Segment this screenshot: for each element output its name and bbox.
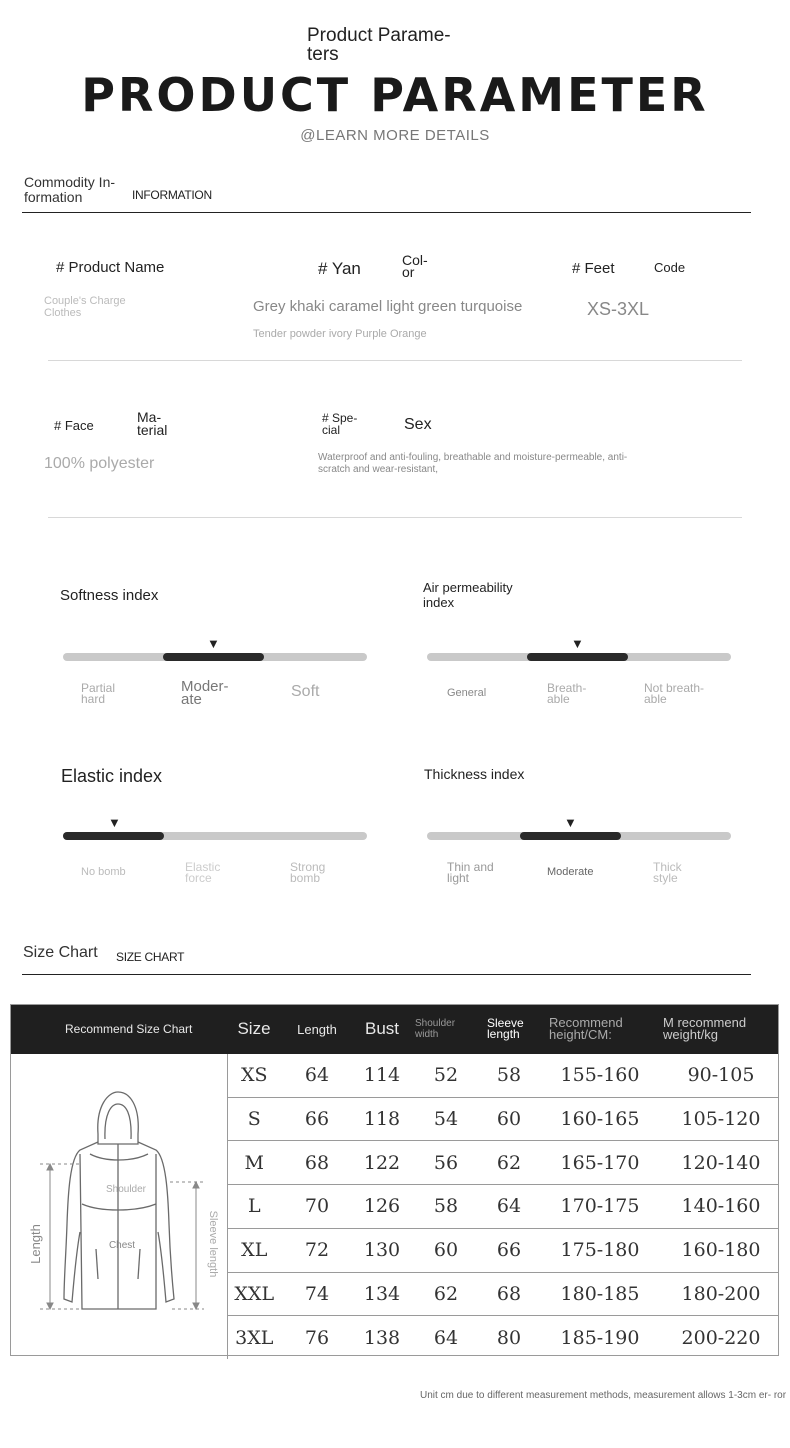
product-name-value: Couple's Charge Clothes <box>44 295 126 319</box>
elastic-index-title: Elastic index <box>61 766 163 786</box>
cell-height: 175-180 <box>537 1228 663 1272</box>
elastic-tick-2: Strong bomb <box>290 860 326 885</box>
cell-shoulder: 62 <box>411 1272 481 1316</box>
thickness-tick-2: Thick style <box>653 860 682 885</box>
jacket-diagram-icon <box>10 1054 227 1354</box>
header-small-title: Product Parame- ters <box>307 25 451 65</box>
cell-shoulder: 60 <box>411 1228 481 1272</box>
cell-shoulder: 54 <box>411 1097 481 1141</box>
cell-size: XXL <box>227 1272 281 1316</box>
cell-length: 68 <box>281 1141 353 1185</box>
cell-height: 155-160 <box>537 1054 663 1097</box>
cell-shoulder: 64 <box>433 1326 459 1349</box>
code-value: XS-3XL <box>587 299 650 319</box>
softness-tick-0: Partial hard <box>81 681 116 706</box>
thickness-tick-1: Moderate <box>547 866 594 878</box>
cell-length: 64 <box>281 1054 353 1097</box>
cell-weight: 180-200 <box>663 1272 779 1316</box>
cell-weight: 200-220 <box>681 1326 761 1349</box>
softness-tick-2: Soft <box>291 683 320 700</box>
code-label: # Feet <box>572 260 615 277</box>
code-label-b: Code <box>654 260 686 275</box>
cell-length: 74 <box>281 1272 353 1316</box>
size-table <box>10 1004 779 1359</box>
product-name-label: # Product Name <box>56 259 165 276</box>
commodity-rule <box>22 212 751 213</box>
header-recommend-weight: M recommend weight/kg <box>663 1004 779 1054</box>
thickness-index-title: Thickness index <box>424 766 525 782</box>
color-value-2: Tender powder ivory Purple Orange <box>253 328 427 340</box>
header-shoulder-width: Shoulder width <box>411 1004 481 1054</box>
softness-fill <box>163 653 264 661</box>
air-tick-2: Not breath- able <box>644 681 705 706</box>
size-chart-heading: Size Chart <box>23 944 98 961</box>
cell-shoulder: 56 <box>411 1141 481 1185</box>
diagram-sleeve-label: Sleeve length <box>207 1210 219 1278</box>
header-sleeve-length: Sleeve length <box>481 1004 537 1054</box>
air-tick-1: Breath- able <box>547 681 587 706</box>
color-label: # Yan <box>318 259 361 278</box>
page-subtitle: @LEARN MORE DETAILS <box>300 127 490 144</box>
cell-bust: 122 <box>353 1141 411 1185</box>
thickness-fill <box>520 832 621 840</box>
cell-shoulder: 58 <box>411 1185 481 1229</box>
special-value: Waterproof and anti-fouling, breathable and moisture-permeable, anti-scratch and wear-resistant, <box>318 452 628 475</box>
cell-size: S <box>227 1097 281 1141</box>
cell-weight: 90-105 <box>663 1054 779 1097</box>
cell-height: 180-185 <box>537 1272 663 1316</box>
cell-height: 185-190 <box>560 1326 640 1349</box>
cell-sleeve: 58 <box>481 1054 537 1097</box>
cell-size: XS <box>227 1054 281 1097</box>
size-chart-rule <box>22 974 751 975</box>
cell-bust: 126 <box>353 1185 411 1229</box>
cell-bust: 118 <box>353 1097 411 1141</box>
cell-size: XL <box>227 1228 281 1272</box>
air-index-title: Air permeability index <box>423 580 513 610</box>
cell-sleeve: 62 <box>481 1141 537 1185</box>
softness-index-title: Softness index <box>60 587 159 604</box>
cell-weight: 160-180 <box>663 1228 779 1272</box>
cell-weight: 105-120 <box>663 1097 779 1141</box>
cell-bust: 114 <box>353 1054 411 1097</box>
material-label: # Face <box>54 418 94 433</box>
cell-sleeve: 66 <box>481 1228 537 1272</box>
header-recommend-height: Recommend height/CM: <box>537 1004 663 1054</box>
header-length: Length <box>281 1004 353 1054</box>
commodity-heading-en: INFORMATION <box>132 188 212 202</box>
footnote: Unit cm due to different measurement methods, measurement allows 1-3cm er- ror <box>420 1390 787 1401</box>
cell-shoulder: 52 <box>411 1054 481 1097</box>
diagram-shoulder-label: Shoulder <box>105 1184 147 1195</box>
air-tick-0: General <box>447 687 487 699</box>
softness-marker: ▼ <box>207 636 220 651</box>
elastic-tick-0: No bomb <box>81 866 126 878</box>
cell-bust: 138 <box>363 1326 401 1349</box>
cell-length: 76 <box>304 1326 330 1349</box>
cell-sleeve: 64 <box>481 1185 537 1229</box>
cell-length: 66 <box>281 1097 353 1141</box>
size-table-header <box>10 1004 779 1054</box>
thickness-marker: ▼ <box>564 815 577 830</box>
cell-size: 3XL <box>235 1326 274 1349</box>
page-title: PRODUCT PARAMETER <box>81 68 709 122</box>
size-chart-heading-en: SIZE CHART <box>116 950 185 964</box>
commodity-heading: Commodity In- formation <box>24 174 116 205</box>
header-bust: Bust <box>353 1004 411 1054</box>
cell-bust: 130 <box>353 1228 411 1272</box>
table-row <box>10 1054 779 1097</box>
cell-height: 160-165 <box>537 1097 663 1141</box>
header-recommend-size-chart: Recommend Size Chart <box>10 1004 227 1054</box>
cell-length: 72 <box>281 1228 353 1272</box>
cell-sleeve: 68 <box>481 1272 537 1316</box>
diagram-length-label: Length <box>28 1224 43 1264</box>
cell-height: 170-175 <box>537 1185 663 1229</box>
softness-tick-1: Moder- ate <box>181 678 229 708</box>
color-value-1: Grey khaki caramel light green turquoise <box>253 298 523 315</box>
elastic-marker: ▼ <box>108 815 121 830</box>
cell-sleeve: 80 <box>496 1326 522 1349</box>
air-marker: ▼ <box>571 636 584 651</box>
cell-weight: 140-160 <box>663 1185 779 1229</box>
params-divider-1 <box>48 360 742 361</box>
elastic-fill <box>63 832 164 840</box>
cell-size: L <box>227 1185 281 1229</box>
elastic-tick-1: Elastic force <box>185 860 221 885</box>
cell-weight: 120-140 <box>663 1141 779 1185</box>
cell-bust: 134 <box>353 1272 411 1316</box>
air-fill <box>527 653 628 661</box>
material-label-b: Ma- terial <box>137 409 168 438</box>
jacket-diagram-cell <box>10 1054 227 1359</box>
diagram-chest-label: Chest <box>108 1240 136 1251</box>
header-size: Size <box>227 1004 281 1054</box>
special-label-b: Sex <box>404 416 432 433</box>
cell-size: M <box>227 1141 281 1185</box>
params-divider-2 <box>48 517 742 518</box>
color-label-b: Col- or <box>402 252 428 280</box>
special-label: # Spe- cial <box>322 411 358 437</box>
cell-height: 165-170 <box>537 1141 663 1185</box>
cell-length: 70 <box>281 1185 353 1229</box>
material-value: 100% polyester <box>44 455 155 472</box>
thickness-tick-0: Thin and light <box>447 860 494 885</box>
cell-sleeve: 60 <box>481 1097 537 1141</box>
